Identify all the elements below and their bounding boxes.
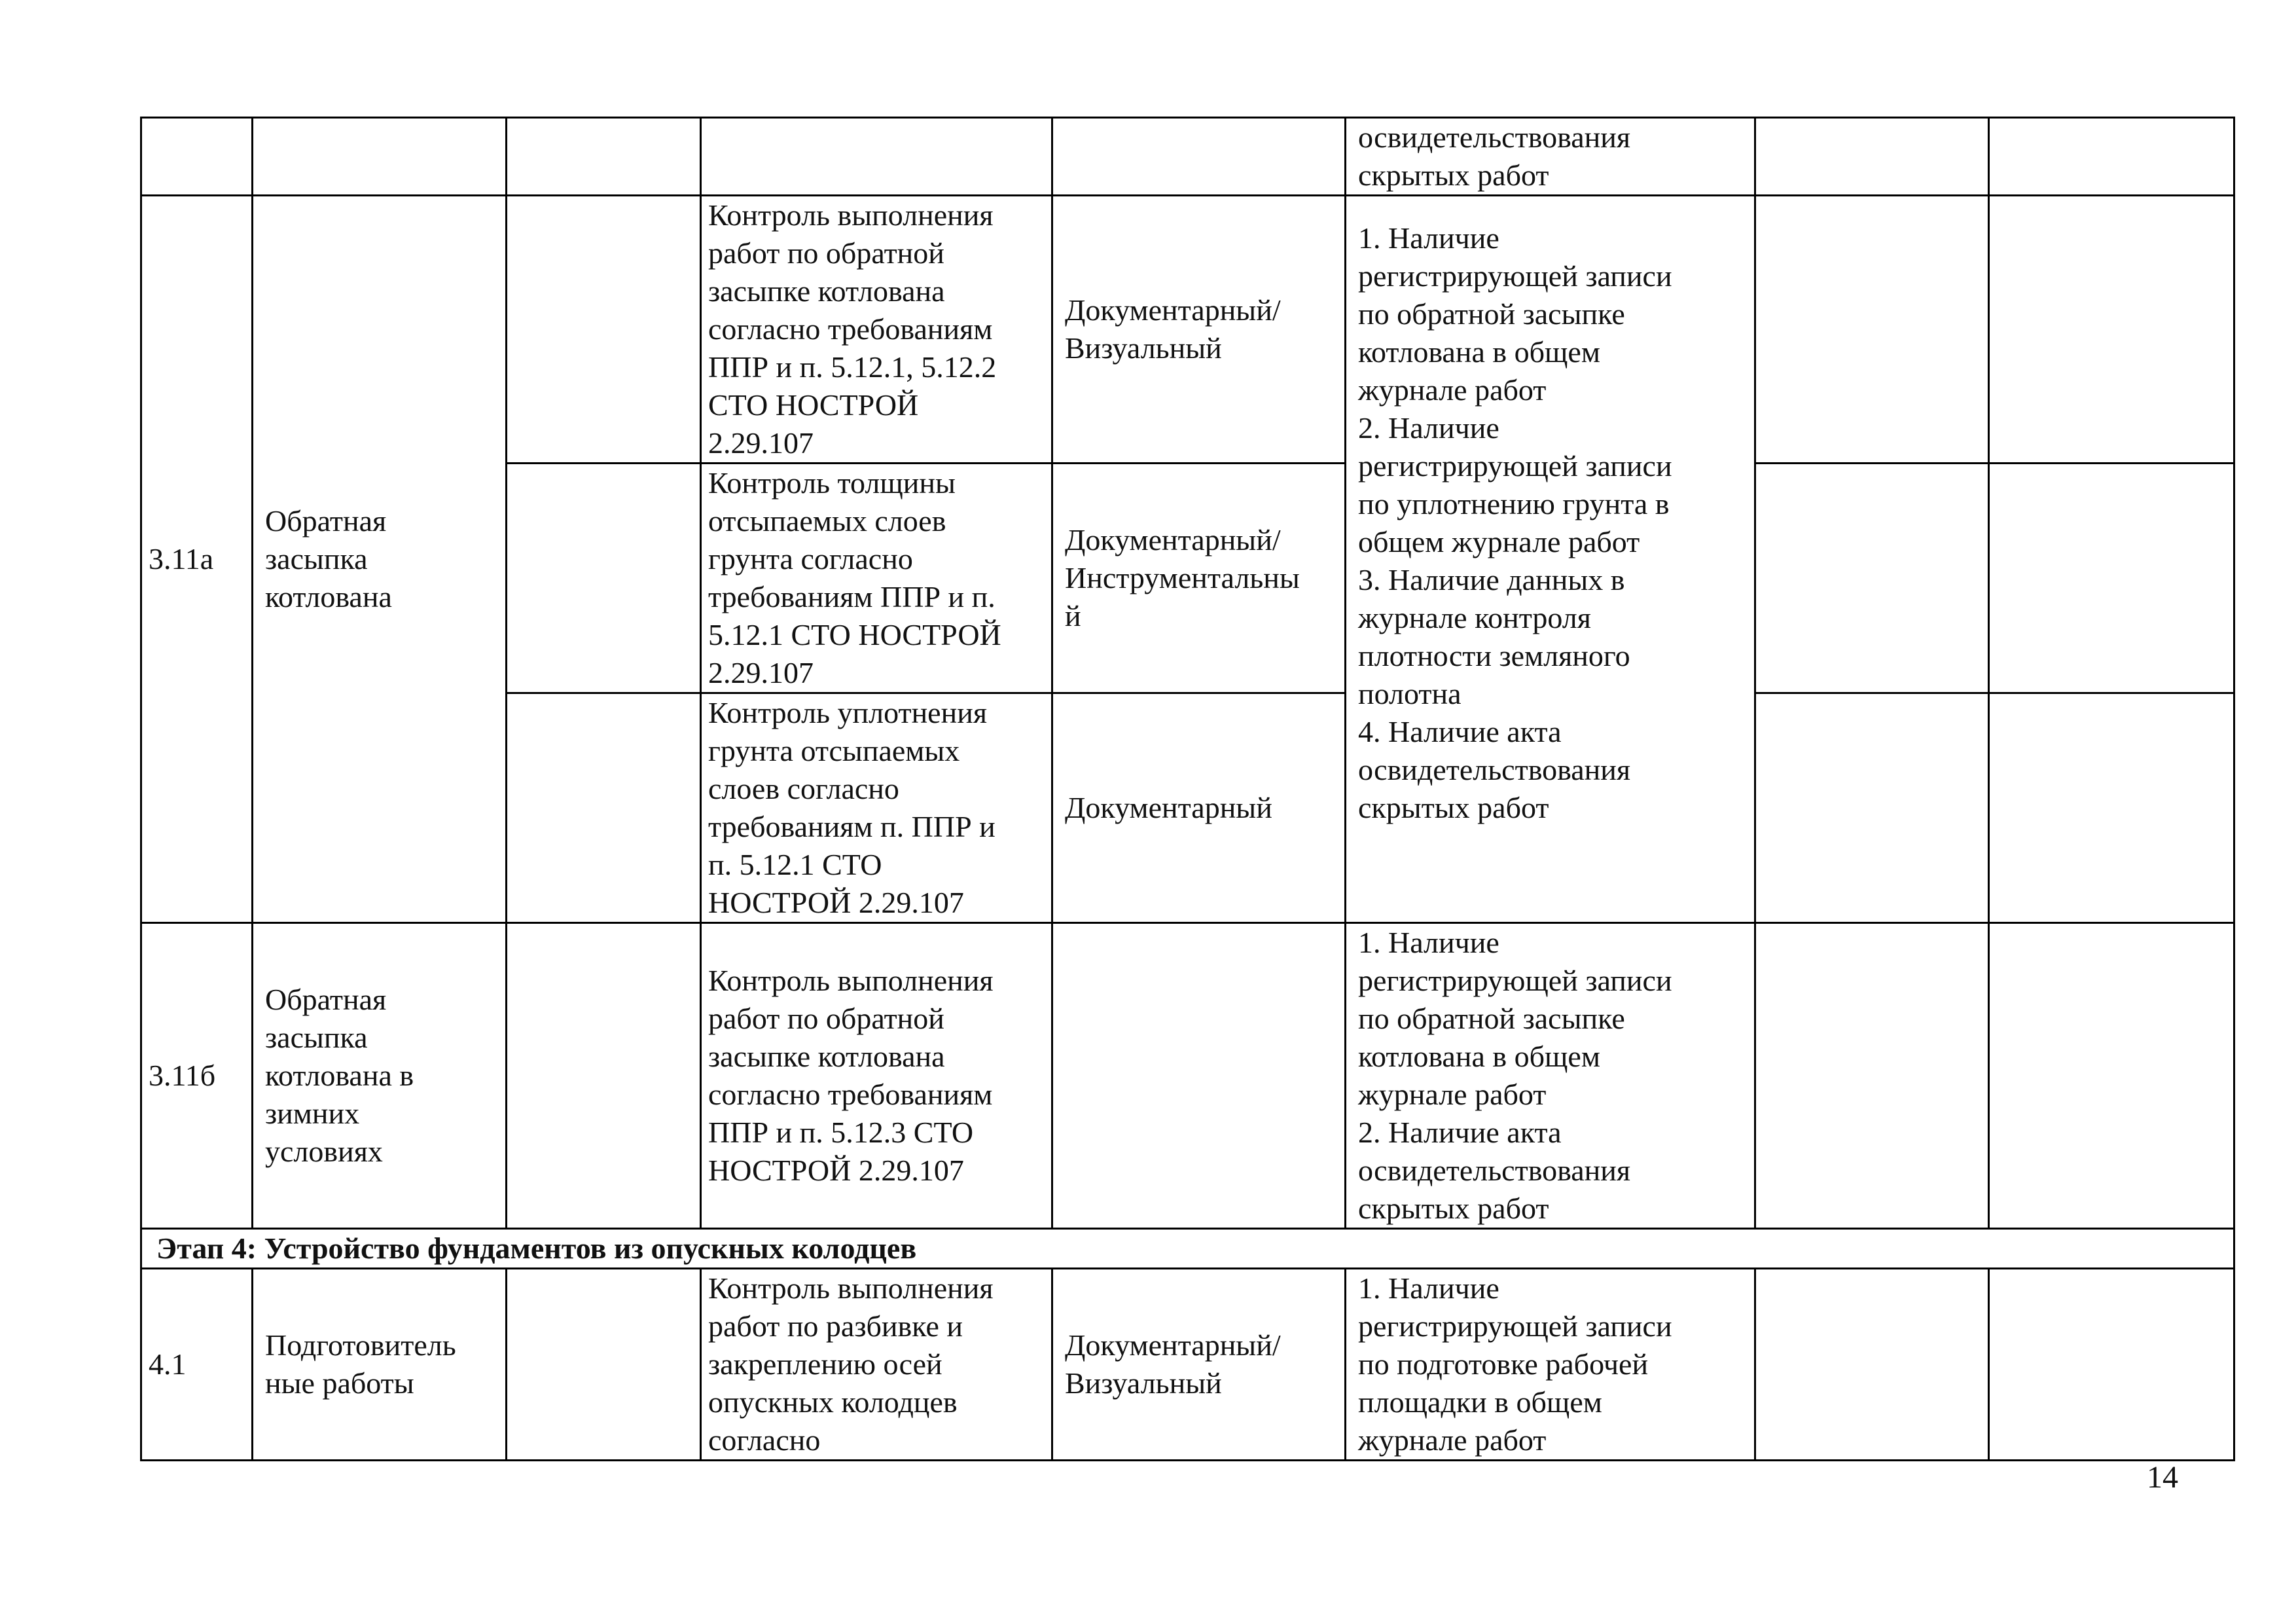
cell-empty <box>1989 464 2234 693</box>
cell-empty <box>1755 118 1989 196</box>
cell-name: Обратная засыпка котлована <box>253 196 507 923</box>
cell-name <box>253 118 507 196</box>
cell-name: Обратная засыпка котлована в зимних условиях <box>253 923 507 1229</box>
cell-desc: Контроль выполнения работ по обратной засыпке котлована согласно требованиям ППР и п. 5.12.3 СТО НОСТРОЙ 2.29.107 <box>701 923 1052 1229</box>
cell-desc: Контроль выполнения работ по обратной засыпке котлована согласно требованиям ППР и п. 5.12.1, 5.12.2 СТО НОСТРОЙ 2.29.107 <box>701 196 1052 464</box>
page-number: 14 <box>2147 1460 2178 1495</box>
cell-method: Документарный/ Визуальный <box>1052 196 1346 464</box>
cell-empty <box>507 1269 701 1461</box>
cell-num: 3.11а <box>141 196 253 923</box>
cell-criteria: 1. Наличие регистрирующей записи по подготовке рабочей площадки в общем журнале работ <box>1346 1269 1755 1461</box>
cell-method: Документарный <box>1052 693 1346 923</box>
cell-empty <box>507 464 701 693</box>
cell-empty <box>1989 693 2234 923</box>
cell-criteria: 1. Наличие регистрирующей записи по обратной засыпке котлована в общем журнале работ 2. Наличие акта освидетельствования скрытых работ <box>1346 923 1755 1229</box>
stage-heading: Этап 4: Устройство фундаментов из опускных колодцев <box>141 1229 2234 1269</box>
cell-empty <box>507 118 701 196</box>
cell-empty <box>1755 693 1989 923</box>
cell-desc: Контроль толщины отсыпаемых слоев грунта согласно требованиям ППР и п. 5.12.1 СТО НОСТРОЙ 2.29.107 <box>701 464 1052 693</box>
cell-empty <box>507 693 701 923</box>
cell-empty <box>1989 923 2234 1229</box>
cell-empty <box>1989 118 2234 196</box>
table-row <box>141 196 2234 464</box>
cell-desc: Контроль выполнения работ по разбивке и закреплению осей опускных колодцев согласно <box>701 1269 1052 1461</box>
cell-empty <box>1989 196 2234 464</box>
cell-num <box>141 118 253 196</box>
table-row <box>141 118 2234 196</box>
cell-name: Подготовитель ные работы <box>253 1269 507 1461</box>
cell-empty <box>1755 196 1989 464</box>
cell-empty <box>1755 1269 1989 1461</box>
cell-empty <box>1755 923 1989 1229</box>
cell-empty <box>507 923 701 1229</box>
cell-desc <box>701 118 1052 196</box>
table-row <box>141 1229 2234 1269</box>
cell-empty <box>1989 1269 2234 1461</box>
cell-desc: Контроль уплотнения грунта отсыпаемых слоев согласно требованиям п. ППР и п. 5.12.1 СТО НОСТРОЙ 2.29.107 <box>701 693 1052 923</box>
inspection-table <box>140 117 2235 1461</box>
cell-num: 4.1 <box>141 1269 253 1461</box>
cell-empty <box>1755 464 1989 693</box>
cell-criteria: 1. Наличие регистрирующей записи по обратной засыпке котлована в общем журнале работ 2. Наличие регистрирующей записи по уплотнению грунта в общем журнале работ 3. Наличие данных в журнале контроля плотности земляного полотна 4. Наличие акта освидетельствования скрытых работ <box>1346 196 1755 923</box>
table-row <box>141 923 2234 1229</box>
cell-empty <box>507 196 701 464</box>
cell-num: 3.11б <box>141 923 253 1229</box>
table-row <box>141 1269 2234 1461</box>
cell-criteria: освидетельствования скрытых работ <box>1346 118 1755 196</box>
cell-method: Документарный/ Инструментальны й <box>1052 464 1346 693</box>
cell-method <box>1052 118 1346 196</box>
cell-method: Документарный/ Визуальный <box>1052 1269 1346 1461</box>
cell-method <box>1052 923 1346 1229</box>
